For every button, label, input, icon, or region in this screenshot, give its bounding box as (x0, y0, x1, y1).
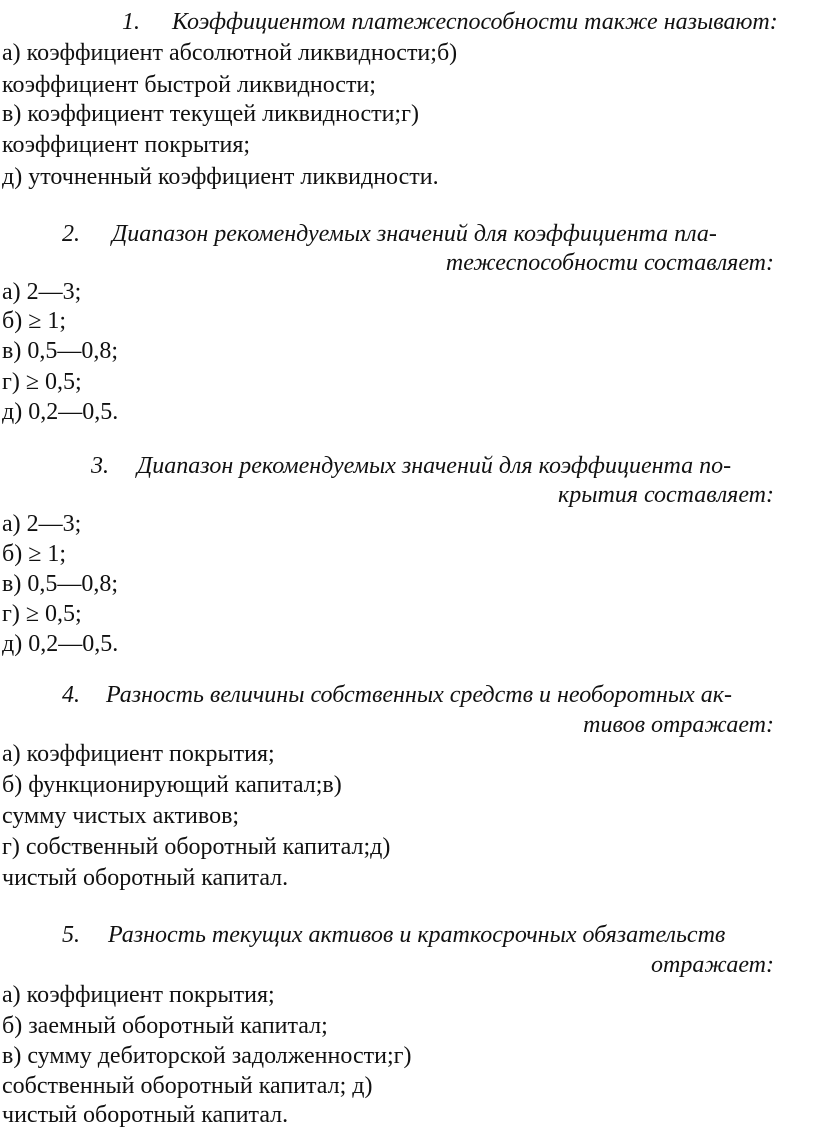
question-1-line1: Коэффициентом платежеспособности также называют: (172, 9, 778, 35)
question-5-option-3: в) сумму дебиторской задолженности;г) (2, 1043, 412, 1069)
question-2-line2: тежеспособности составляет: (445, 250, 774, 276)
question-2-number: 2. (62, 221, 80, 247)
question-4-line1: Разность величины собственных средств и необоротных ак- (106, 682, 733, 708)
question-4-option-1: а) коэффициент покрытия; (2, 741, 275, 767)
question-3-number: 3. (91, 453, 109, 479)
question-2-option-4: г) ≥ 0,5; (2, 369, 82, 395)
question-4-text (62, 680, 732, 710)
question-4-option-4: г) собственный оборотный капитал;д) (2, 834, 391, 860)
question-2-text (62, 219, 717, 249)
question-5-text (62, 920, 725, 950)
question-2-option-1: а) 2—3; (2, 279, 82, 305)
question-1-option-4: коэффициент покрытия; (2, 132, 251, 158)
question-3-line1: Диапазон рекомендуемых значений для коэффициента по- (137, 453, 732, 479)
question-5-option-2: б) заемный оборотный капитал; (2, 1013, 328, 1039)
question-3-option-2: б) ≥ 1; (2, 541, 67, 567)
question-3-option-3: в) 0,5—0,8; (2, 571, 118, 597)
question-1-option-1: а) коэффициент абсолютной ликвидности;б) (2, 40, 458, 66)
question-3-option-5: д) 0,2—0,5. (2, 631, 119, 657)
question-3-text (91, 451, 731, 481)
question-5-line1: Разность текущих активов и краткосрочных обязательств (108, 922, 726, 948)
question-4-option-5: чистый оборотный капитал. (2, 865, 289, 891)
question-5-option-5: чистый оборотный капитал. (2, 1102, 289, 1128)
question-5-line2: отражает: (651, 952, 774, 978)
question-1-option-3: в) коэффициент текущей ликвидности;г) (2, 101, 419, 127)
question-4-number: 4. (62, 682, 80, 708)
question-2-option-2: б) ≥ 1; (2, 308, 67, 334)
question-4-line2: тивов отражает: (583, 712, 774, 738)
question-2-line1: Диапазон рекомендуемых значений для коэффициента пла- (112, 221, 717, 247)
question-3-option-1: а) 2—3; (2, 511, 82, 537)
question-3-option-4: г) ≥ 0,5; (2, 601, 82, 627)
question-1-text (122, 7, 778, 37)
question-1-number: 1. (122, 9, 140, 35)
question-2-option-3: в) 0,5—0,8; (2, 338, 118, 364)
question-4-option-3: сумму чистых активов; (2, 803, 240, 829)
question-5-option-4: собственный оборотный капитал; д) (2, 1073, 373, 1099)
question-2-option-5: д) 0,2—0,5. (2, 399, 119, 425)
question-1-option-5: д) уточненный коэффициент ликвидности. (2, 164, 439, 190)
question-3-line2: крытия составляет: (558, 482, 774, 508)
question-5-number: 5. (62, 922, 80, 948)
question-1-option-2: коэффициент быстрой ликвидности; (2, 72, 376, 98)
question-4-option-2: б) функционирующий капитал;в) (2, 772, 342, 798)
question-5-option-1: а) коэффициент покрытия; (2, 982, 275, 1008)
